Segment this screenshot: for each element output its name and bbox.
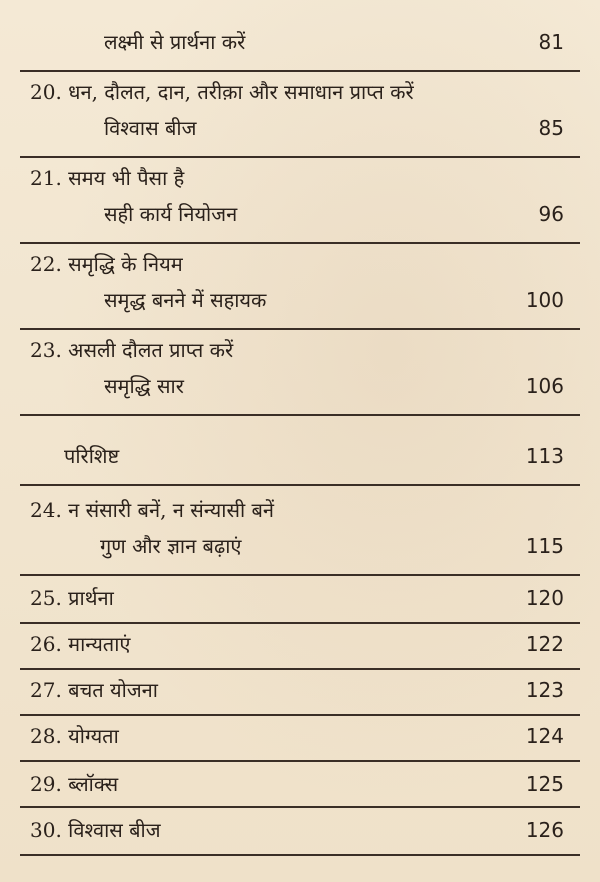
toc-entry-title: समृद्ध बनने में सहायक: [104, 288, 267, 312]
toc-entry-title: सही कार्य नियोजन: [104, 202, 238, 226]
toc-page-number: 81: [538, 30, 564, 54]
toc-row: [0, 194, 600, 234]
toc-page-number: 115: [525, 534, 564, 558]
toc-entry-title: 30. विश्वास बीज: [30, 818, 161, 842]
toc-entry-title: गुण और ज्ञान बढ़ाएं: [100, 534, 242, 558]
toc-page-number: 125: [525, 772, 564, 796]
toc-page-number: 106: [525, 374, 564, 398]
toc-page-number: 123: [525, 678, 564, 702]
toc-row: [0, 158, 600, 198]
toc-entry-title: 29. ब्लॉक्स: [30, 772, 119, 796]
toc-entry-title: 28. योग्यता: [30, 724, 119, 748]
toc-entry-title: 22. समृद्धि के नियम: [30, 252, 183, 276]
divider: [20, 414, 580, 416]
toc-row: [0, 108, 600, 148]
toc-entry-title: 21. समय भी पैसा है: [30, 166, 185, 190]
toc-row: [0, 490, 600, 530]
divider: [20, 484, 580, 486]
toc-page-number: 113: [525, 444, 564, 468]
toc-row: [0, 810, 600, 850]
toc-row: [0, 670, 600, 710]
toc-row: [0, 330, 600, 370]
toc-page-number: 96: [538, 202, 564, 226]
toc-entry-title: 25. प्रार्थना: [30, 586, 114, 610]
toc-row: [0, 72, 600, 112]
toc-entry-title: परिशिष्ट: [64, 444, 120, 468]
toc-row: [0, 244, 600, 284]
toc-entry-title: 20. धन, दौलत, दान, तरीक़ा और समाधान प्राप्त करें: [30, 80, 414, 104]
toc-entry-title: समृद्धि सार: [104, 374, 184, 398]
toc-page-number: 126: [525, 818, 564, 842]
toc-row: [0, 764, 600, 804]
toc-page-number: 100: [525, 288, 564, 312]
toc-page-number: 124: [525, 724, 564, 748]
toc-page-number: 120: [525, 586, 564, 610]
divider: [20, 574, 580, 576]
toc-row: [0, 436, 600, 476]
toc-page-number: 85: [538, 116, 564, 140]
toc-entry-title: 24. न संसारी बनें, न संन्यासी बनें: [30, 498, 275, 522]
toc-row: [0, 280, 600, 320]
toc-row: [0, 526, 600, 566]
divider: [20, 806, 580, 808]
toc-entry-title: 27. बचत योजना: [30, 678, 158, 702]
toc-row: [0, 578, 600, 618]
toc-row: [0, 22, 600, 62]
toc-entry-title: विश्वास बीज: [104, 116, 197, 140]
toc-page-number: 122: [525, 632, 564, 656]
toc-entry-title: 23. असली दौलत प्राप्त करें: [30, 338, 234, 362]
toc-row: [0, 624, 600, 664]
toc-entry-title: लक्ष्मी से प्रार्थना करें: [104, 30, 246, 54]
toc-row: [0, 366, 600, 406]
divider: [20, 760, 580, 762]
toc-entry-title: 26. मान्यताएं: [30, 632, 131, 656]
toc-row: [0, 716, 600, 756]
divider: [20, 854, 580, 856]
